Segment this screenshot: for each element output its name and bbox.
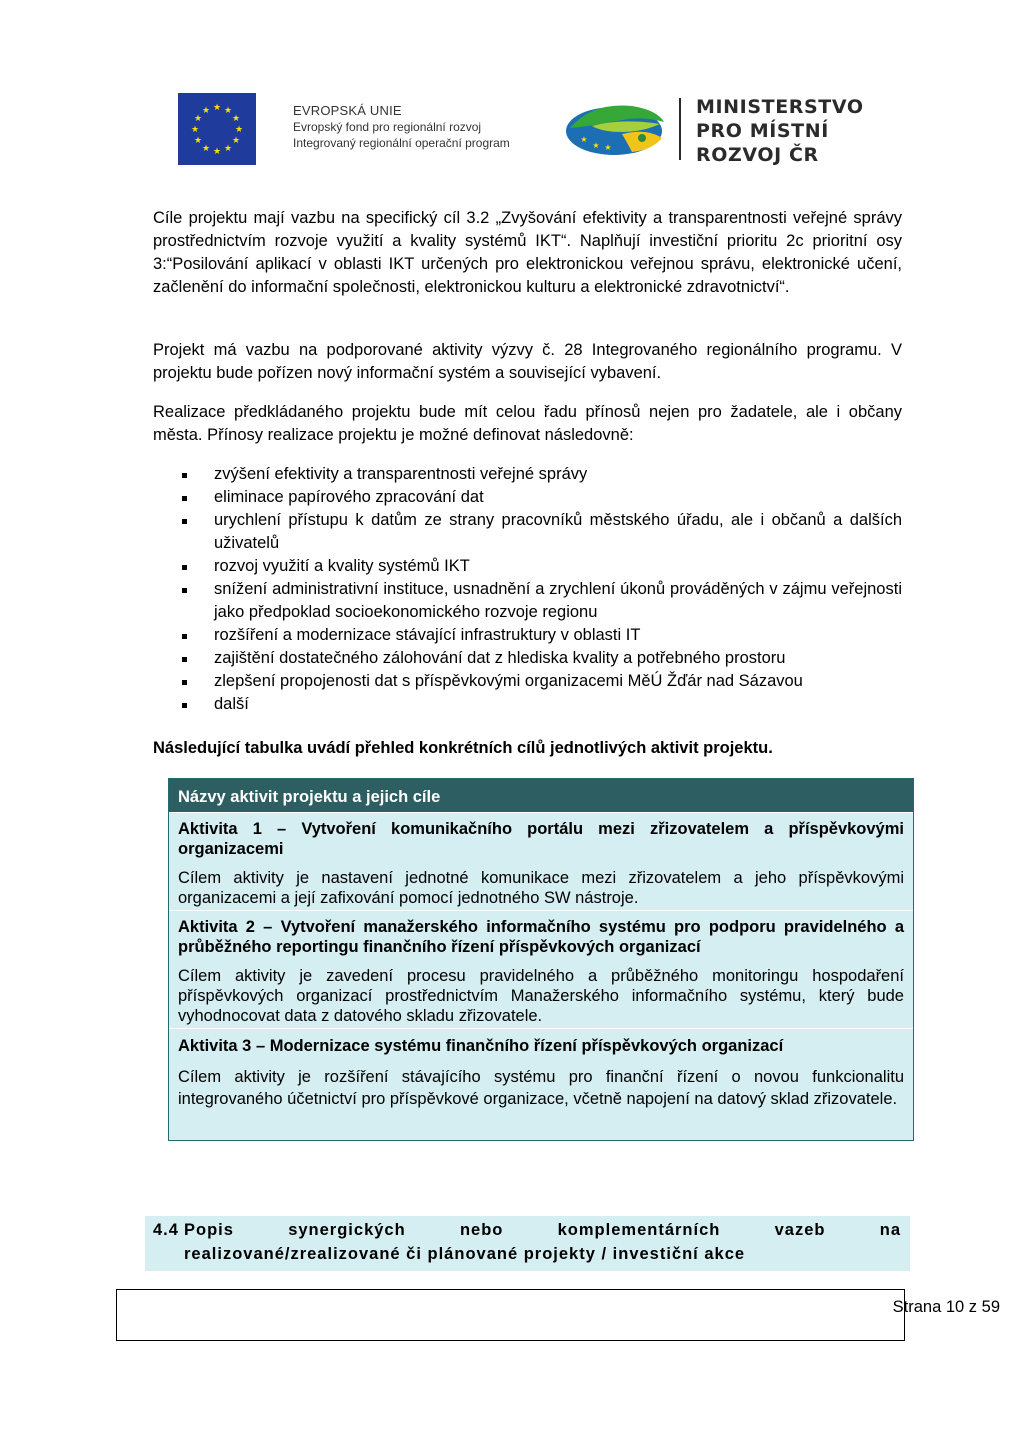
- list-item-text: urychlení přístupu k datům ze strany pracovníků městského úřadu, ale i občanů a dalších uživatelů: [214, 511, 902, 552]
- table-header: Názvy aktivit projektu a jejich cíle: [169, 779, 913, 812]
- activity-description: Cílem aktivity je zavedení procesu pravidelného a průběžného monitoringu hospodaření příspěvkových organizací prostřednictvím Manažerského informačního systému, který bude vyhodnocovat data z datového skladu zřizovatele.: [178, 967, 904, 1025]
- list-item-text: zlepšení propojenosti dat s příspěvkovými organizacemi MěÚ Žďár nad Sázavou: [214, 672, 803, 690]
- list-item: [153, 647, 902, 670]
- svg-text:★: ★: [201, 144, 211, 154]
- svg-text:★: ★: [231, 136, 241, 146]
- svg-text:★: ★: [212, 147, 222, 157]
- list-item-text: snížení administrativní instituce, usnadnění a zrychlení úkonů prováděných v zájmu veřejnosti jako předpoklad socioekonomického rozvoje regionu: [214, 580, 902, 621]
- activities-table: [168, 778, 914, 1141]
- list-item: [153, 624, 902, 647]
- svg-text:★: ★: [190, 125, 200, 135]
- eu-text-block: [293, 103, 510, 151]
- ministry-text-block: [696, 95, 864, 167]
- bullet-icon: [182, 473, 187, 478]
- bullet-icon: [182, 565, 187, 570]
- header-divider: [679, 98, 681, 160]
- bullet-icon: [182, 634, 187, 639]
- bullet-icon: [182, 519, 187, 524]
- list-item-text: zajištění dostatečného zálohování dat z hlediska kvality a potřebného prostoru: [214, 649, 786, 667]
- ministry-line-3: ROZVOJ ČR: [696, 144, 819, 166]
- mmr-logo: [562, 98, 670, 160]
- list-item-text: další: [214, 695, 249, 713]
- list-item: [153, 670, 902, 693]
- bullet-icon: [182, 703, 187, 708]
- paragraph-activities: Projekt má vazbu na podporované aktivity výzvy č. 28 Integrovaného regionálního programu. V projektu bude pořízen nový informační systém a související vybavení.: [153, 341, 902, 382]
- section-title-line-2: realizované/zrealizované či plánované projekty / investiční akce: [184, 1245, 746, 1263]
- list-item: [153, 486, 902, 509]
- eu-flag-logo: [178, 93, 256, 165]
- table-row: [169, 812, 913, 910]
- ministry-line-1: MINISTERSTVO: [696, 96, 864, 118]
- list-item-text: zvýšení efektivity a transparentnosti veřejné správy: [214, 465, 588, 483]
- paragraph-goals: Cíle projektu mají vazbu na specifický cíl 3.2 „Zvyšování efektivity a transparentnosti veřejné správy prostřednictvím rozvoje využití a kvality systémů IKT“. Naplňují investiční prioritu 2c prioritní osy 3:“Posilování aplikací v oblasti IKT určených pro elektronickou veřejnou správu, elektronické učení, začlenění do informační společnosti, elektronickou kulturu a elektronické zdravotnictví“.: [153, 209, 902, 296]
- svg-text:★: ★: [201, 106, 211, 116]
- eu-stars-icon: [178, 93, 256, 165]
- bullet-icon: [182, 588, 187, 593]
- section-title-line-1: Popis synergických nebo komplementárních vazeb na: [184, 1221, 901, 1239]
- svg-text:★: ★: [223, 144, 233, 154]
- svg-text:★: ★: [592, 141, 600, 150]
- svg-text:★: ★: [234, 125, 244, 135]
- list-item: [153, 509, 902, 555]
- svg-text:★: ★: [212, 103, 222, 113]
- bullet-icon: [182, 657, 187, 662]
- ministry-line-2: PRO MÍSTNÍ: [696, 120, 829, 142]
- eu-title: EVROPSKÁ UNIE: [293, 103, 402, 118]
- footer-box: [116, 1289, 905, 1341]
- svg-text:★: ★: [604, 143, 612, 152]
- list-item: [153, 555, 902, 578]
- svg-text:★: ★: [193, 114, 203, 124]
- activity-description: Cílem aktivity je rozšíření stávajícího systému pro finanční řízení o novou funkcionalitu integrovaného účetnictví pro příspěvkové organizace, včetně napojení na datový sklad zřizovatele.: [178, 1068, 904, 1108]
- page-number: Strana 10 z 59: [892, 1298, 1000, 1316]
- svg-text:★: ★: [580, 135, 588, 144]
- list-item-text: rozvoj využití a kvality systémů IKT: [214, 557, 470, 575]
- paragraph-benefits-intro: Realizace předkládaného projektu bude mít celou řadu přínosů nejen pro žadatele, ale i občany města. Přínosy realizace projektu je možné definovat následovně:: [153, 403, 902, 444]
- activity-description: Cílem aktivity je nastavení jednotné komunikace mezi zřizovatelem a jeho příspěvkovými organizacemi a její zafixování pomocí jednotného SW nástroje.: [178, 869, 904, 907]
- benefits-list: [153, 463, 902, 716]
- svg-text:★: ★: [223, 106, 233, 116]
- svg-text:★: ★: [231, 114, 241, 124]
- svg-text:★: ★: [193, 136, 203, 146]
- activity-title: Aktivita 1 – Vytvoření komunikačního portálu mezi zřizovatelem a příspěvkovými organizacemi: [178, 820, 904, 858]
- eu-fund: Evropský fond pro regionální rozvoj: [293, 120, 482, 134]
- activity-title: Aktivita 3 – Modernizace systému finančního řízení příspěvkových organizací: [178, 1037, 784, 1055]
- table-intro: Následující tabulka uvádí přehled konkrétních cílů jednotlivých aktivit projektu.: [153, 739, 773, 757]
- bullet-icon: [182, 680, 187, 685]
- activity-title: Aktivita 2 – Vytvoření manažerského informačního systému pro podporu pravidelného a průběžného reportingu finančního řízení příspěvkových organizací: [178, 918, 904, 956]
- section-number: 4.4: [153, 1221, 179, 1239]
- list-item-text: eliminace papírového zpracování dat: [214, 488, 484, 506]
- table-row: [169, 1028, 913, 1140]
- list-item-text: rozšíření a modernizace stávající infrastruktury v oblasti IT: [214, 626, 641, 644]
- section-heading: [145, 1216, 910, 1271]
- list-item: [153, 578, 902, 624]
- list-item: [153, 693, 902, 716]
- bullet-icon: [182, 496, 187, 501]
- eu-program: Integrovaný regionální operační program: [293, 136, 510, 150]
- list-item: [153, 463, 902, 486]
- table-row: [169, 910, 913, 1028]
- mmr-emblem-icon: [562, 98, 670, 160]
